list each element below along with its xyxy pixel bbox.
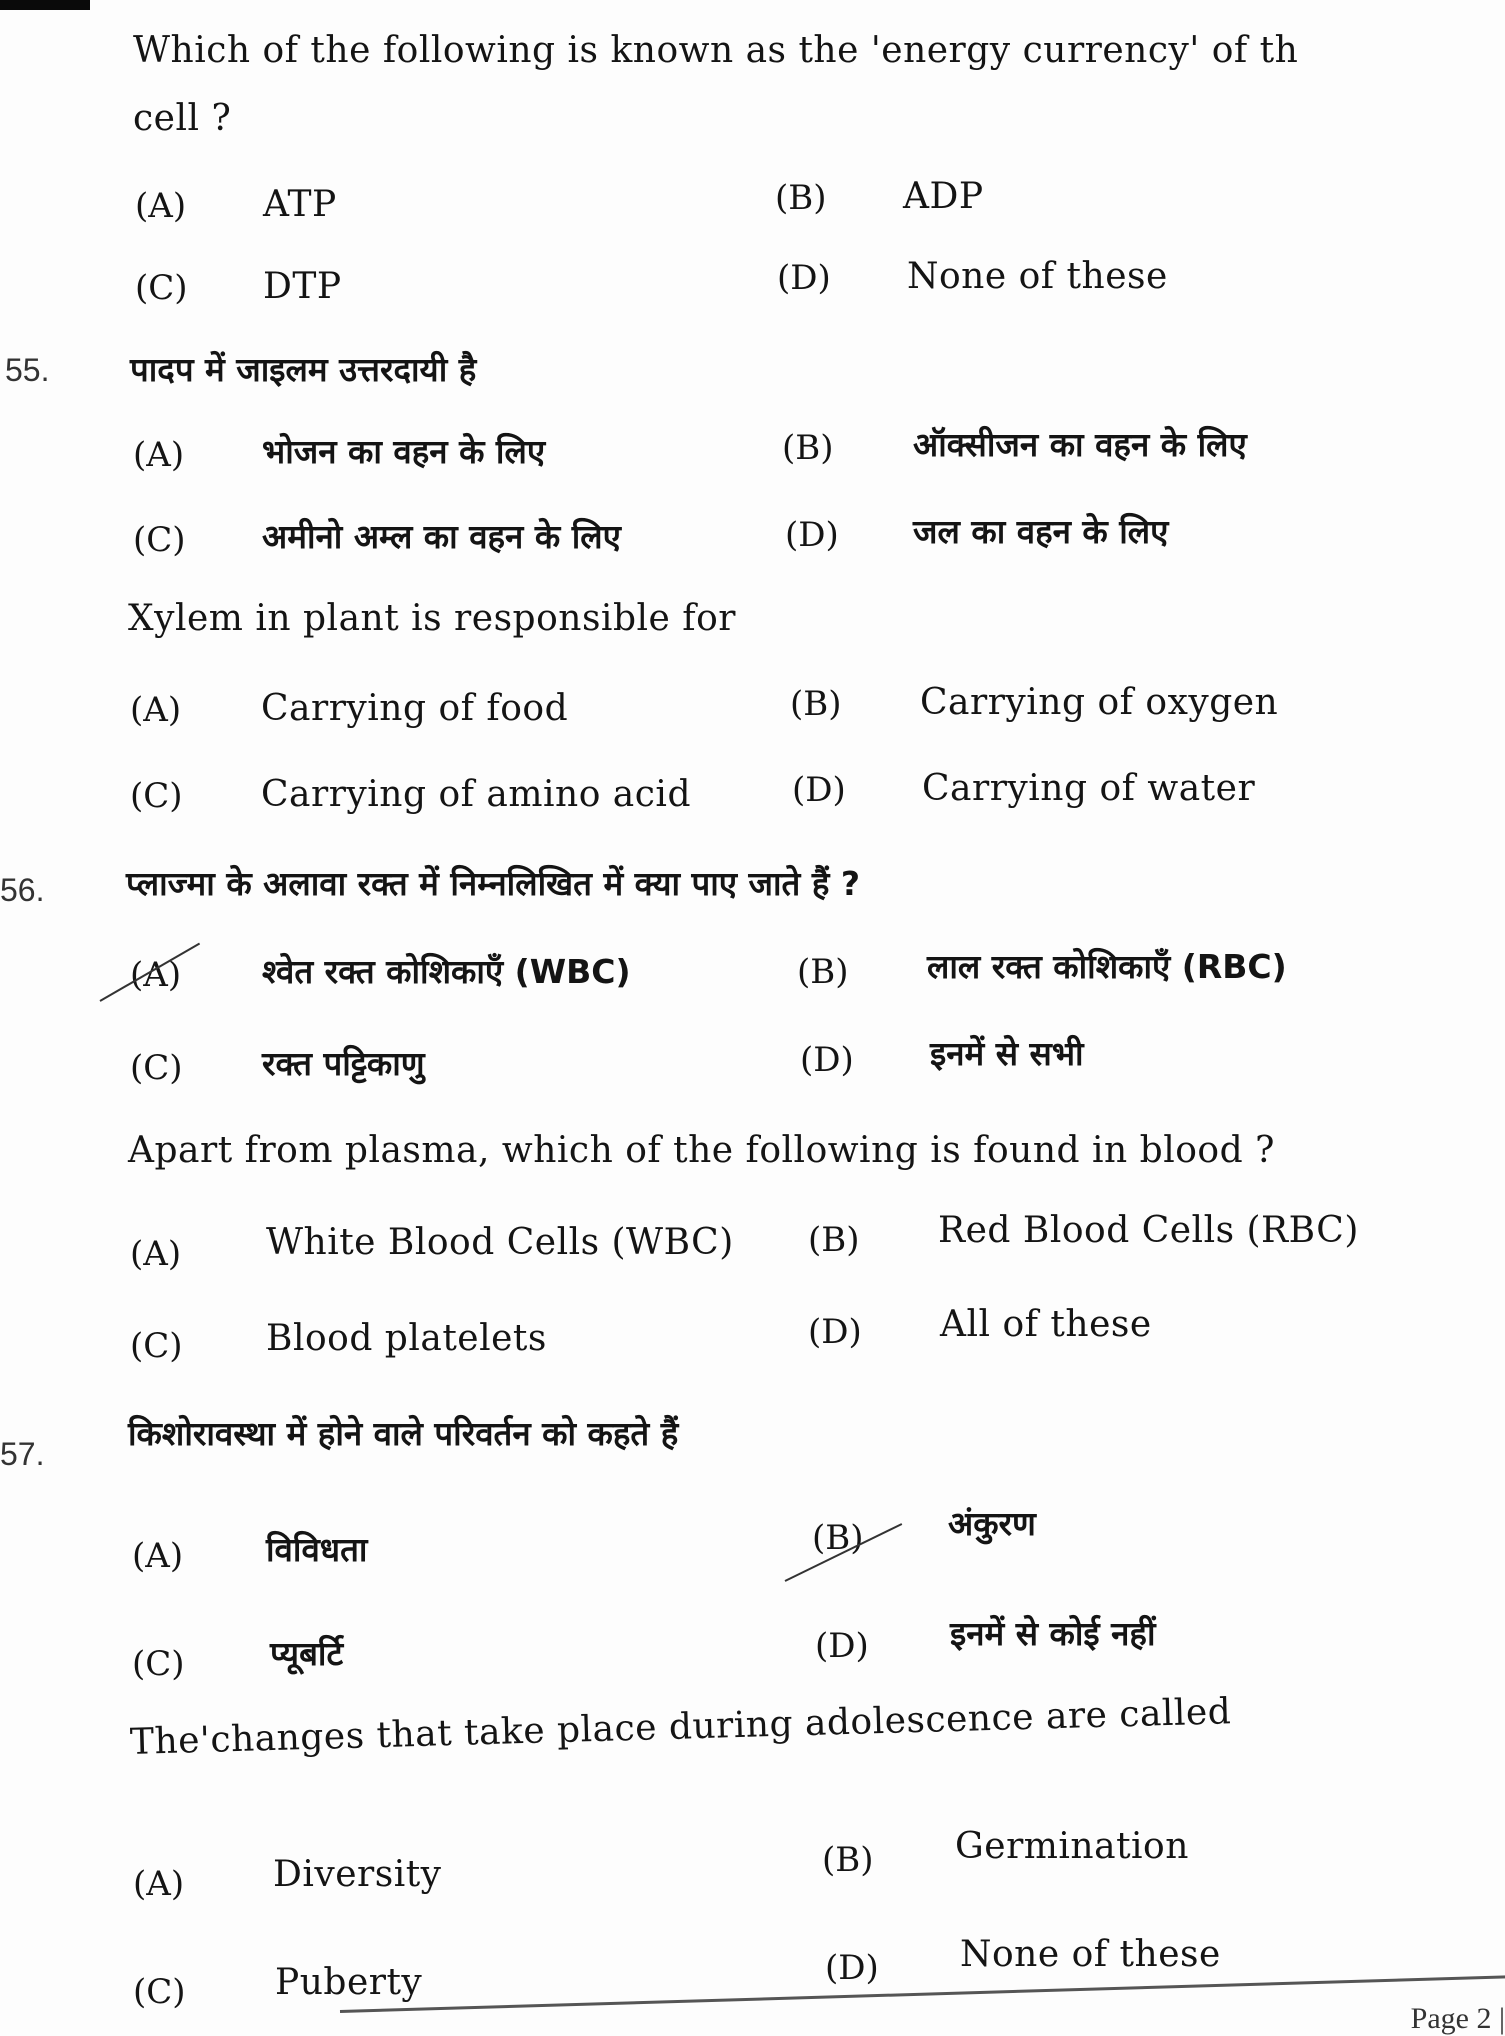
- question-stem: The'changes that take place during adolescence are called: [129, 1691, 1232, 1763]
- option-a-hindi: विविधता: [266, 1530, 368, 1569]
- question-number: 56.: [0, 872, 45, 908]
- option-d: None of these: [907, 256, 1168, 297]
- option-b-hindi: लाल रक्त कोशिकाएँ (RBC): [927, 947, 1287, 986]
- option-a-hindi: भोजन का वहन के लिए: [262, 432, 546, 471]
- page-number: Page 2 |: [1410, 2002, 1505, 2035]
- option-d: All of these: [940, 1304, 1152, 1345]
- option-c: Blood platelets: [266, 1318, 547, 1359]
- scan-edge-bar: [0, 0, 90, 10]
- option-label: (D): [808, 1312, 862, 1352]
- option-label: (C): [133, 1972, 186, 2012]
- option-label: (C): [130, 1326, 183, 1366]
- option-label: (B): [797, 952, 849, 992]
- option-c-hindi: अमीनो अम्ल का वहन के लिए: [262, 517, 621, 556]
- option-d-hindi: इनमें से कोई नहीं: [950, 1614, 1156, 1653]
- option-c-hindi: प्यूबर्टि: [270, 1634, 344, 1673]
- option-label: (C): [130, 1048, 183, 1088]
- option-label: (A): [130, 690, 182, 730]
- question-number: 57.: [0, 1436, 45, 1472]
- option-label: (C): [135, 268, 188, 308]
- question-number: 55.: [5, 352, 50, 388]
- question-stem-hindi: पादप में जाइलम उत्तरदायी है: [130, 350, 477, 389]
- option-c-hindi: रक्त पट्टिकाणु: [262, 1044, 425, 1083]
- option-b: Carrying of oxygen: [920, 682, 1279, 723]
- option-label: (C): [130, 776, 183, 816]
- question-stem-hindi: प्लाज्मा के अलावा रक्त में निम्नलिखित में क्या पाए जाते हैं ?: [126, 864, 861, 903]
- question-stem: Apart from plasma, which of the following is found in blood ?: [128, 1130, 1275, 1171]
- option-d-hindi: इनमें से सभी: [930, 1034, 1084, 1073]
- option-label: (A): [135, 186, 187, 226]
- option-label: (C): [132, 1644, 185, 1684]
- option-a: ATP: [263, 184, 337, 225]
- option-label: (B): [782, 428, 834, 468]
- option-label: (B): [790, 684, 842, 724]
- option-label: (B): [822, 1840, 874, 1880]
- option-c: Puberty: [275, 1962, 423, 2003]
- question-stem: Which of the following is known as the 'energy currency' of th: [133, 30, 1299, 71]
- option-b-hindi: ऑक्सीजन का वहन के लिए: [913, 425, 1247, 464]
- option-label: (B): [775, 178, 827, 218]
- option-a: Diversity: [273, 1854, 442, 1895]
- option-d: None of these: [960, 1934, 1221, 1975]
- option-label: (D): [785, 515, 839, 555]
- option-a-hindi: श्वेत रक्त कोशिकाएँ (WBC): [262, 952, 631, 991]
- option-label: (A): [132, 1536, 184, 1576]
- option-label: (B): [808, 1220, 860, 1260]
- option-b: ADP: [903, 176, 984, 217]
- option-label: (D): [825, 1948, 879, 1988]
- option-b: Germination: [955, 1826, 1189, 1867]
- option-label: (A): [133, 1864, 185, 1904]
- option-label: (D): [815, 1626, 869, 1666]
- footer-rule: [340, 1975, 1505, 2013]
- option-label: (A): [130, 955, 182, 995]
- option-label: (A): [133, 435, 185, 475]
- option-label: (C): [133, 520, 186, 560]
- option-label: (D): [792, 770, 846, 810]
- option-label: (D): [777, 258, 831, 298]
- option-d-hindi: जल का वहन के लिए: [913, 512, 1169, 551]
- question-stem: Xylem in plant is responsible for: [128, 598, 736, 639]
- question-stem-hindi: किशोरावस्था में होने वाले परिवर्तन को कहते हैं: [128, 1414, 679, 1453]
- option-b-hindi: अंकुरण: [948, 1504, 1036, 1543]
- option-c: Carrying of amino acid: [261, 774, 691, 815]
- option-a: Carrying of food: [261, 688, 569, 729]
- question-stem-cont: cell ?: [133, 98, 232, 139]
- option-d: Carrying of water: [922, 768, 1256, 809]
- option-label: (A): [130, 1234, 182, 1274]
- option-label: (D): [800, 1040, 854, 1080]
- option-b: Red Blood Cells (RBC): [938, 1210, 1359, 1251]
- option-c: DTP: [263, 266, 342, 307]
- option-label: (B): [812, 1518, 864, 1558]
- option-a: White Blood Cells (WBC): [266, 1222, 734, 1263]
